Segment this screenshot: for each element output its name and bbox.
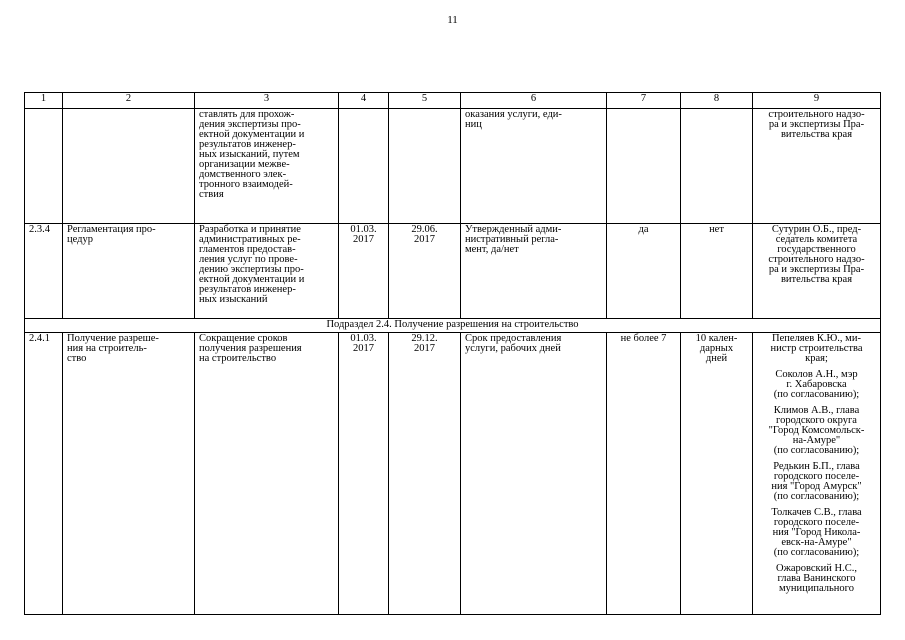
header-cell-6: 6 [461, 93, 607, 109]
cell-responsible: Сутурин О.Б., пред- седатель комитета государственного строительного надзо- ра и экспертизы Пра- вительства края [753, 224, 881, 319]
cell-start [339, 109, 389, 224]
cell-indicator: Срок предоставления услуги, рабочих дней [461, 333, 607, 615]
header-cell-8: 8 [681, 93, 753, 109]
header-cell-1: 1 [25, 93, 63, 109]
cell-action: Разработка и принятие административных ре- гламентов предостав- ления услуг по прове- дению экспертизы про- ектной документации и результатов инженер- ных изысканий [195, 224, 339, 319]
subsection-row [25, 319, 881, 333]
cell-responsible [753, 333, 881, 615]
cell-end [389, 109, 461, 224]
cell-task: Получение разреше- ния на строитель- ство [63, 333, 195, 615]
header-cell-2: 2 [63, 93, 195, 109]
cell-target [681, 109, 753, 224]
cell-task: Регламентация про- цедур [63, 224, 195, 319]
cell-baseline: да [607, 224, 681, 319]
header-cell-3: 3 [195, 93, 339, 109]
header-cell-9: 9 [753, 93, 881, 109]
cell-responsible: строительного надзо- ра и экспертизы Пра- вительства края [753, 109, 881, 224]
table-row-2-4-1 [25, 333, 881, 615]
plan-table [24, 92, 881, 615]
cell-baseline [607, 109, 681, 224]
header-cell-5: 5 [389, 93, 461, 109]
subsection-title: Подраздел 2.4. Получение разрешения на строительство [25, 319, 881, 333]
cell-baseline: не более 7 [607, 333, 681, 615]
header-cell-4: 4 [339, 93, 389, 109]
cell-indicator: Утвержденный адми- нистративный регла- мент, да/нет [461, 224, 607, 319]
cell-end: 29.12. 2017 [389, 333, 461, 615]
cell-target: 10 кален- дарных дней [681, 333, 753, 615]
cell-task [63, 109, 195, 224]
cell-start: 01.03. 2017 [339, 333, 389, 615]
responsible-person: Ожаровский Н.С., глава Ванинского муниципального [776, 563, 857, 594]
header-cell-7: 7 [607, 93, 681, 109]
responsible-person: Толкачев С.В., глава городского поселе- ния "Город Никола- евск-на-Амуре" (по согласованию); [771, 507, 862, 558]
cell-action: Сокращение сроков получения разрешения на строительство [195, 333, 339, 615]
responsible-person: Соколов А.Н., мэр г. Хабаровска (по согласованию); [773, 369, 860, 400]
cell-number: 2.3.4 [25, 224, 63, 319]
cell-indicator: оказания услуги, еди- ниц [461, 109, 607, 224]
cell-target: нет [681, 224, 753, 319]
table-row-2-3-4 [25, 224, 881, 319]
cell-end: 29.06. 2017 [389, 224, 461, 319]
table-row-continued [25, 109, 881, 224]
header-row [25, 93, 881, 109]
cell-number [25, 109, 63, 224]
cell-start: 01.03. 2017 [339, 224, 389, 319]
cell-number: 2.4.1 [25, 333, 63, 615]
cell-action: ставлять для прохож- дения экспертизы про- ектной документации и результатов инженер- ных изысканий, путем организации межве- домственного элек- тронного взаимодей- ствия [195, 109, 339, 224]
page-number: 11 [447, 14, 458, 26]
responsible-person: Климов А.В., глава городского округа "Город Комсомольск- на-Амуре" (по согласованию); [768, 405, 865, 456]
responsible-person: Пепеляев К.Ю., ми- нистр строительства края; [770, 333, 863, 364]
responsible-person: Редькин Б.П., глава городского поселе- ния "Город Амурск" (по согласованию); [771, 461, 862, 502]
